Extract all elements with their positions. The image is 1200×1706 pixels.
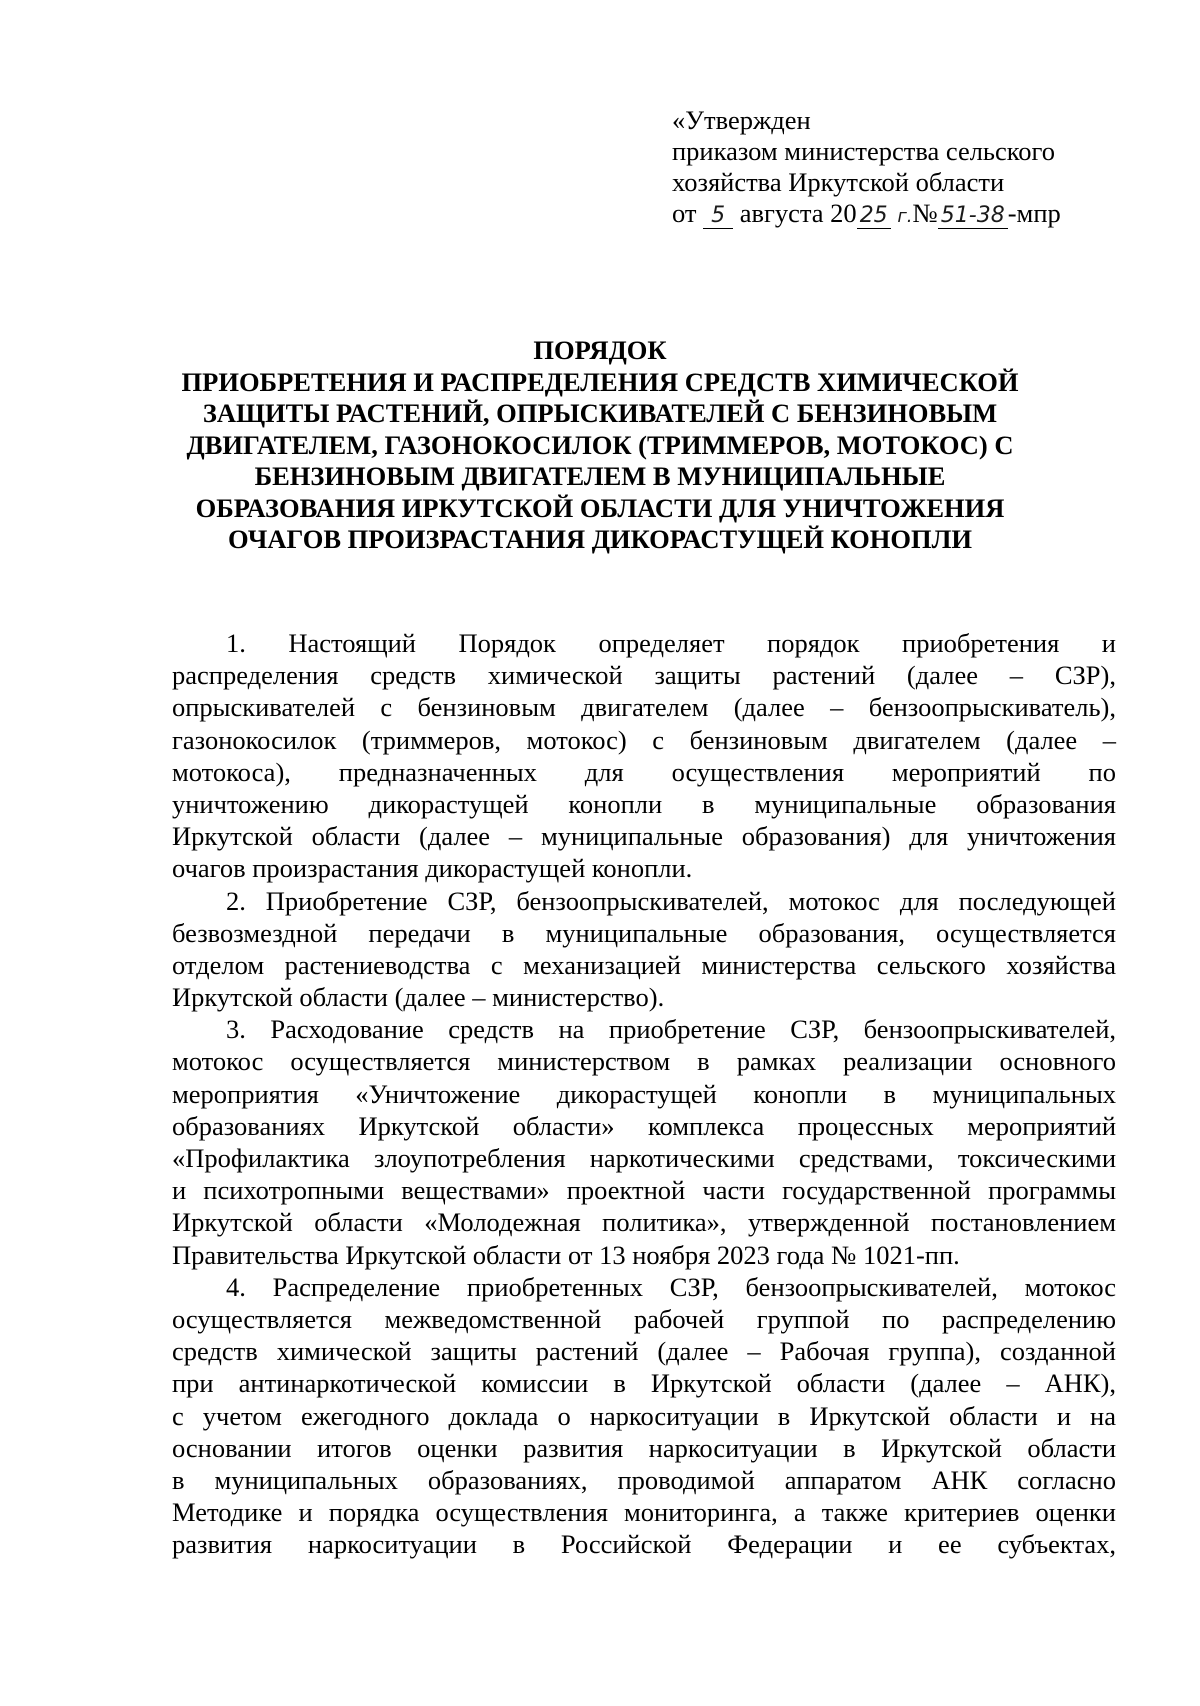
text-line: 2. Приобретение СЗР, бензоопрыскивателей, мотокос для последующей bbox=[226, 885, 1116, 916]
number-sign: № bbox=[912, 198, 938, 228]
approval-block bbox=[672, 105, 1132, 232]
number-suffix: -мпр bbox=[1007, 198, 1061, 228]
document-body bbox=[172, 627, 1116, 1560]
text-line: отделом растениеводства с механизацией министерства сельского хозяйства bbox=[172, 949, 1116, 980]
text-line: образованиях Иркутской области» комплекса процессных мероприятий bbox=[172, 1110, 1116, 1141]
approval-line-2: приказом министерства сельского bbox=[672, 136, 1056, 166]
text-line: «Профилактика злоупотребления наркотическими средствами, токсическими bbox=[172, 1143, 1116, 1173]
text-line: в муниципальных образованиях, проводимой аппаратом АНК согласно bbox=[172, 1464, 1116, 1495]
date-mark-handwritten: г. bbox=[897, 206, 913, 227]
title-line: ЗАЩИТЫ РАСТЕНИЙ, ОПРЫСКИВАТЕЛЕЙ С БЕНЗИНОВЫМ bbox=[202, 398, 998, 428]
paragraph-2 bbox=[172, 885, 1116, 1014]
text-line: средств химической защиты растений (далее – Рабочая группа), созданной bbox=[172, 1336, 1116, 1367]
text-line: и психотропными веществами» проектной части государственной программы bbox=[172, 1175, 1116, 1206]
order-number-handwritten: 51-38 bbox=[938, 204, 1008, 229]
text-line: Иркутской области (далее – муниципальные образования) для уничтожения bbox=[172, 821, 1116, 852]
document-title bbox=[160, 335, 1040, 556]
text-line: основании итогов оценки развития наркоситуации в Иркутской области bbox=[172, 1432, 1116, 1463]
date-day-handwritten: 5 bbox=[703, 204, 733, 229]
text-line: мотокос осуществляется министерством в рамках реализации основного bbox=[172, 1046, 1116, 1077]
title-line: БЕНЗИНОВЫМ ДВИГАТЕЛЕМ В МУНИЦИПАЛЬНЫЕ bbox=[254, 461, 946, 491]
date-month: августа 20 bbox=[739, 198, 857, 228]
title-line: ДВИГАТЕЛЕМ, ГАЗОНОКОСИЛОК (ТРИММЕРОВ, МОТОКОС) С bbox=[186, 429, 1014, 460]
text-line: развития наркоситуации в Российской Федерации и ее субъектах, bbox=[172, 1529, 1116, 1560]
text-line: очагов произрастания дикорастущей конопли. bbox=[172, 853, 693, 884]
text-line: Правительства Иркутской области от 13 ноября 2023 года № 1021-пп. bbox=[172, 1239, 960, 1270]
title-line: ПОРЯДОК bbox=[533, 335, 667, 365]
text-line: мотокоса), предназначенных для осуществления мероприятий по bbox=[172, 756, 1116, 787]
text-line: уничтожению дикорастущей конопли в муниципальные образования bbox=[172, 788, 1116, 819]
text-line: мероприятия «Уничтожение дикорастущей конопли в муниципальных bbox=[172, 1078, 1116, 1109]
text-line: Иркутской области «Молодежная политика», утвержденной постановлением bbox=[172, 1207, 1116, 1238]
text-line: опрыскивателей с бензиновым двигателем (далее – бензоопрыскиватель), bbox=[172, 692, 1116, 723]
text-line: 1. Настоящий Порядок определяет порядок приобретения и bbox=[226, 628, 1116, 658]
paragraph-3 bbox=[172, 1013, 1116, 1271]
text-line: осуществляется межведомственной рабочей группой по распределению bbox=[172, 1303, 1116, 1334]
text-line: Методике и порядка осуществления мониторинга, а также критериев оценки bbox=[172, 1497, 1116, 1528]
paragraph-4 bbox=[172, 1271, 1116, 1561]
text-line: распределения средств химической защиты растений (далее – СЗР), bbox=[172, 660, 1116, 691]
date-prefix: от bbox=[672, 198, 697, 228]
date-year-handwritten: 25 bbox=[857, 204, 891, 229]
approval-line-3: хозяйства Иркутской области bbox=[672, 167, 1005, 197]
text-line: при антинаркотической комиссии в Иркутской области (далее – АНК), bbox=[172, 1368, 1116, 1399]
text-line: 3. Расходование средств на приобретение СЗР, бензоопрыскивателей, bbox=[226, 1014, 1116, 1045]
text-line: Иркутской области (далее – министерство). bbox=[172, 982, 665, 1013]
title-line: ОЧАГОВ ПРОИЗРАСТАНИЯ ДИКОРАСТУЩЕЙ КОНОПЛИ bbox=[227, 524, 972, 554]
text-line: безвозмездной передачи в муниципальные образования, осуществляется bbox=[172, 917, 1116, 948]
title-line: ПРИОБРЕТЕНИЯ И РАСПРЕДЕЛЕНИЯ СРЕДСТВ ХИМИЧЕСКОЙ bbox=[181, 366, 1019, 397]
paragraph-1 bbox=[172, 627, 1116, 885]
text-line: с учетом ежегодного доклада о наркоситуации в Иркутской области и на bbox=[172, 1400, 1116, 1431]
approval-date-line bbox=[672, 198, 1132, 232]
title-line: ОБРАЗОВАНИЯ ИРКУТСКОЙ ОБЛАСТИ ДЛЯ УНИЧТОЖЕНИЯ bbox=[195, 492, 1005, 523]
text-line: 4. Распределение приобретенных СЗР, бензоопрыскивателей, мотокос bbox=[226, 1271, 1116, 1302]
text-line: газонокосилок (триммеров, мотокос) с бензиновым двигателем (далее – bbox=[172, 724, 1116, 755]
approval-line-1: «Утвержден bbox=[672, 105, 811, 135]
